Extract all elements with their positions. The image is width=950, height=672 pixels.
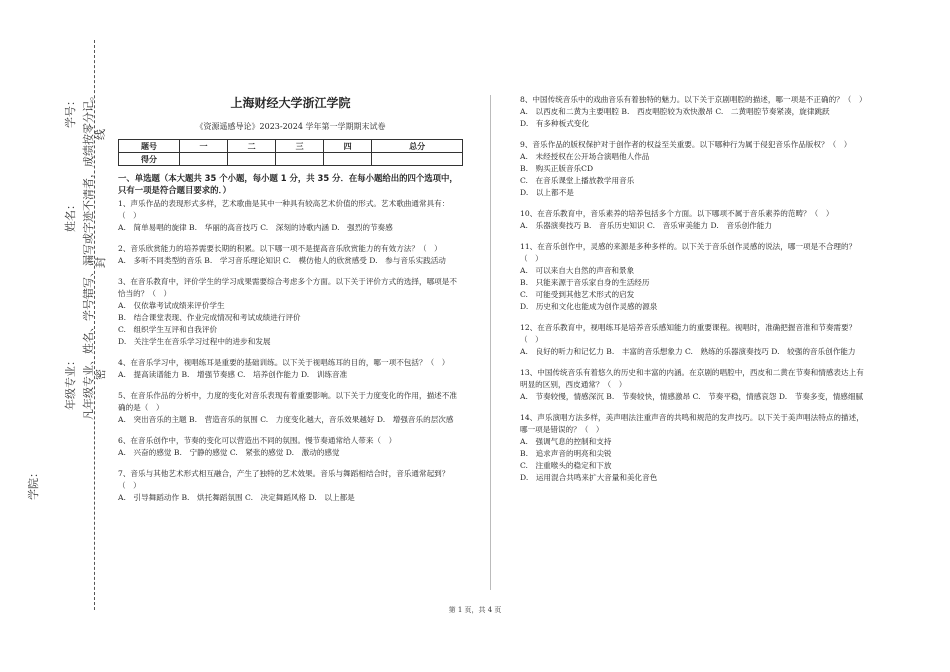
question	[118, 198, 463, 234]
score-table-col: 三	[276, 140, 324, 153]
left-column	[118, 94, 463, 513]
line-mark: 线	[94, 129, 107, 140]
score-table-col: 二	[228, 140, 276, 153]
question-stem: 1、声乐作品的表现形式多样，艺术歌曲是其中一种具有较高艺术价值的形式。艺术歌曲通常具有：（ ）	[118, 199, 450, 220]
binding-instruction: 凡年级专业、姓名、学号错写、漏写或字迹不清者，成绩按零分记。	[82, 90, 95, 420]
question	[520, 208, 865, 232]
question-stem: 12、在音乐教育中，视唱练耳是培养音乐感知能力的重要课程。视唱时，准确把握音准和节奏需要？（ ）	[520, 323, 857, 344]
score-cell	[276, 153, 324, 166]
student-id-label: 学号：	[64, 95, 77, 128]
score-cell	[372, 153, 463, 166]
question-option: A. 提高读谱能力 B. 增强节奏感 C. 培养创作能力 D. 训练音准	[118, 370, 348, 379]
question	[118, 468, 463, 504]
score-table	[118, 139, 463, 166]
question-option: B. 购买正版音乐CD	[520, 164, 594, 173]
score-table-label: 题号	[119, 140, 180, 153]
score-table-header-row	[119, 140, 463, 153]
question-option: D. 有多种板式变化	[520, 119, 589, 128]
question-stem: 2、音乐欣赏能力的培养需要长期的积累。以下哪一项不是提高音乐欣赏能力的有效方法？（ ）	[118, 244, 442, 253]
question-option: A. 多听不同类型的音乐 B. 学习音乐理论知识 C. 模仿他人的欣赏感受 D. 参与音乐实践活动	[118, 256, 446, 265]
question-stem: 7、音乐与其他艺术形式相互融合，产生了独特的艺术效果。音乐与舞蹈相结合时，音乐通常起到？（ ）	[118, 469, 450, 490]
question	[520, 94, 865, 130]
question-option: C. 在音乐课堂上播放教学用音乐	[520, 176, 635, 185]
question-option: A. 兴奋的感觉 B. 宁静的感觉 C. 紧张的感觉 D. 激动的感觉	[118, 448, 340, 457]
question-option: D. 以上都不是	[520, 188, 574, 197]
score-table-score-row	[119, 153, 463, 166]
question-stem: 10、在音乐教育中，音乐素养的培养包括多个方面。以下哪项不属于音乐素养的范畴？（ ）	[520, 209, 834, 218]
score-table-label: 得分	[119, 153, 180, 166]
question-option: A. 乐器演奏技巧 B. 音乐历史知识 C. 音乐审美能力 D. 音乐创作能力	[520, 221, 772, 230]
exam-title: 《资源遥感导论》2023-2024 学年第一学期期末试卷	[195, 122, 386, 131]
score-table-col: 四	[324, 140, 372, 153]
score-table-col: 总分	[372, 140, 463, 153]
question-option: A. 未经授权在公开场合演唱他人作品	[520, 152, 650, 161]
question-stem: 11、在音乐创作中，灵感的来源是多种多样的。以下关于音乐创作灵感的说法，哪一项是不合理的？（ ）	[520, 242, 857, 263]
institution-title: 上海财经大学浙江学院	[230, 96, 351, 110]
question-option: A. 以西皮和二黄为主要唱腔 B. 西皮唱腔较为欢快激昂 C. 二黄唱腔节奏紧凑，旋律跳跃	[520, 107, 830, 116]
question-stem: 5、在音乐作品的分析中，力度的变化对音乐表现有着重要影响。以下关于力度变化的作用，描述不准确的是（ ）	[118, 391, 457, 412]
score-table-col: 一	[180, 140, 228, 153]
seal-mark: 封	[94, 257, 107, 268]
question-option: A. 良好的听力和记忆力 B. 丰富的音乐想象力 C. 熟练的乐器演奏技巧 D. 较强的音乐创作能力	[520, 347, 856, 356]
question-option: D. 历史和文化也能成为创作灵感的源泉	[520, 302, 658, 311]
question-stem: 3、在音乐教育中，评价学生的学习成果需要综合考虑多个方面。以下关于评价方式的选择，哪项是不恰当的？（ ）	[118, 277, 457, 298]
question-option: B. 只能来源于音乐家自身的生活经历	[520, 278, 650, 287]
name-label: 姓名：	[64, 199, 77, 232]
question-option: C. 组织学生互评和自我评价	[118, 325, 218, 334]
question-option: A. 简单易唱的旋律 B. 华丽的高音技巧 C. 深刻的诗歌内涵 D. 强烈的节奏感	[118, 223, 393, 232]
question-option: A. 引导舞蹈动作 B. 烘托舞蹈氛围 C. 决定舞蹈风格 D. 以上都是	[118, 493, 355, 502]
question-option: A. 可以来自大自然的声音和景象	[520, 266, 635, 275]
question	[118, 276, 463, 348]
question-list-right	[520, 94, 865, 484]
score-cell	[228, 153, 276, 166]
question-option: A. 节奏较慢，情感深沉 B. 节奏较快，情感激昂 C. 节奏平稳，情感哀怨 D. 节奏多变，情感细腻	[520, 392, 864, 401]
section-title: 一、单选题（本大题共 35 个小题，每小题 1 分，共 35 分．在每小题给出的四个选项中，只有一项是符合题目要求的．）	[118, 173, 458, 195]
question-option: B. 结合课堂表现、作业完成情况和考试成绩进行评价	[118, 313, 301, 322]
question-option: C. 注重喉头的稳定和下放	[520, 461, 612, 470]
question	[118, 243, 463, 267]
question	[520, 139, 865, 199]
question-option: A. 突出音乐的主题 B. 营造音乐的氛围 C. 力度变化越大，音乐效果越好 D. 增强音乐的层次感	[118, 415, 454, 424]
score-cell	[324, 153, 372, 166]
question-option: C. 可能受到其他艺术形式的启发	[520, 290, 635, 299]
score-cell	[180, 153, 228, 166]
page-footer: 第 1 页，共 4 页	[448, 606, 502, 614]
school-label: 学院：	[27, 467, 40, 500]
binding-margin	[0, 0, 115, 672]
question-stem: 8、中国传统音乐中的戏曲音乐有着独特的魅力。以下关于京剧唱腔的描述，哪一项是不正确的？（ ）	[520, 95, 867, 104]
grade-major-label: 年级专业：	[64, 355, 77, 410]
question-stem: 6、在音乐创作中，节奏的变化可以营造出不同的氛围。慢节奏通常给人带来（ ）	[118, 436, 397, 445]
question-option: D. 关注学生在音乐学习过程中的进步和发展	[118, 337, 271, 346]
question	[118, 390, 463, 426]
question-option: D. 运用混合共鸣来扩大音量和美化音色	[520, 473, 658, 482]
column-divider	[490, 95, 491, 590]
question-stem: 13、中国传统音乐有着悠久的历史和丰富的内涵。在京剧的唱腔中，西皮和二黄在节奏和情感表达上有明显的区别，西皮通常？（ ）	[520, 368, 864, 389]
question-list-left	[118, 198, 463, 504]
question	[520, 241, 865, 313]
question-option: B. 追求声音的明亮和尖锐	[520, 449, 612, 458]
question	[520, 412, 865, 484]
question	[520, 322, 865, 358]
question	[520, 367, 865, 403]
dense-mark: 密	[94, 369, 107, 380]
question	[118, 435, 463, 459]
right-column	[520, 94, 865, 493]
question-option: A. 仅依靠考试成绩来评价学生	[118, 301, 225, 310]
question	[118, 357, 463, 381]
question-option: A. 强调气息的控制和支持	[520, 437, 612, 446]
question-stem: 14、声乐演唱方法多样，美声唱法注重声音的共鸣和规范的发声技巧。以下关于美声唱法特点的描述，哪一项是错误的？（ ）	[520, 413, 864, 434]
question-stem: 9、音乐作品的版权保护对于创作者的权益至关重要。以下哪种行为属于侵犯音乐作品版权？（ ）	[520, 140, 852, 149]
question-stem: 4、在音乐学习中，视唱练耳是重要的基础训练。以下关于视唱练耳的目的，哪一项不包括？（ ）	[118, 358, 450, 367]
